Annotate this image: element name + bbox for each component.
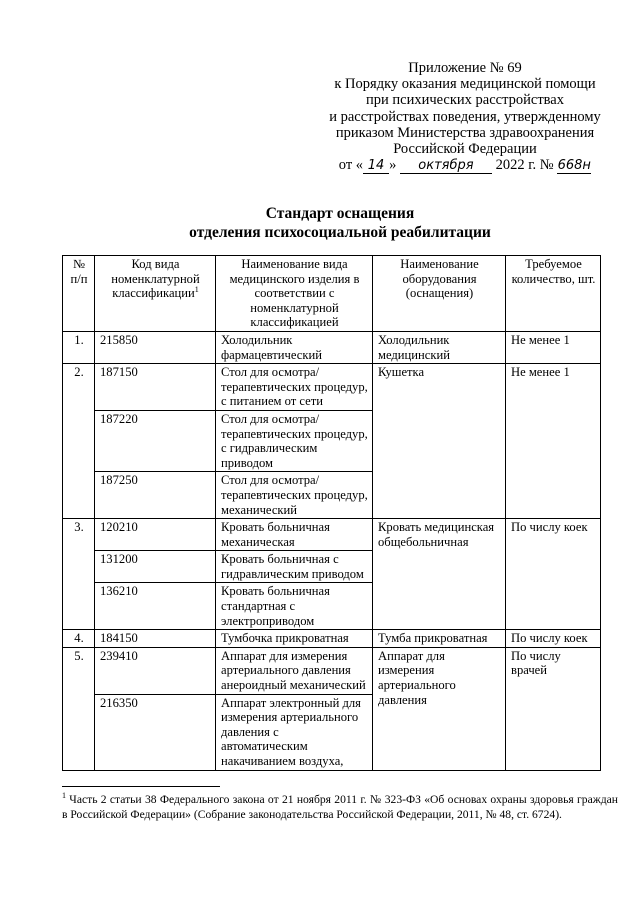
appendix-header — [310, 60, 620, 174]
handwritten-month: октября — [400, 159, 492, 174]
footnote-number: 1 — [62, 791, 66, 801]
cell-device: Стол для осмотра/терапевтических процедур, с гидравлическим приводом — [216, 410, 373, 471]
cell-device: Кровать больничная с гидравлическим приводом — [216, 551, 373, 583]
cell-device: Холодильник фармацевтический — [216, 331, 373, 363]
order-date-line — [310, 157, 620, 174]
appendix-reference-line: и расстройствах поведения, утвержденному — [329, 108, 601, 125]
cell-equipment: Кровать медицинская общебольничная — [373, 519, 506, 630]
date-prefix: от « — [338, 157, 364, 174]
header-device: Наименование вида медицинского изделия в соответствии с номенклатурной классификацией — [216, 256, 373, 332]
footnote-text: Часть 2 статьи 38 Федерального закона от 21 ноября 2011 г. № 323-ФЗ «Об основах охраны здоровья граждан в Российской Федерации» (Собрание законодательства Российской Федерации, 2011, № 48, ст. 6724). — [62, 793, 618, 821]
header-code: Код вида номенклатурной классификации$^1$ — [95, 256, 216, 332]
cell-code: 187250 — [95, 472, 216, 519]
footnote — [62, 792, 618, 822]
title-line: Стандарт оснащения — [265, 205, 415, 222]
appendix-reference-line: при психических расстройствах — [365, 92, 564, 109]
cell-equipment: Аппарат для измерения артериального давления — [373, 647, 506, 770]
cell-device: Аппарат для измерения артериального давления анероидный механический — [216, 647, 373, 694]
cell-device: Аппарат электронный для измерения артериального давления с автоматическим накачиванием воздуха, — [216, 694, 373, 770]
cell-code: 239410 — [95, 647, 216, 694]
equipment-standard-table — [62, 255, 601, 771]
cell-quantity: По числу коек — [506, 630, 601, 648]
appendix-reference-line: приказом Министерства здравоохранения — [335, 124, 595, 141]
cell-equipment: Тумба прикроватная — [373, 630, 506, 648]
cell-device: Кровать больничная стандартная с электроприводом — [216, 583, 373, 630]
handwritten-order-number: 668н — [557, 158, 591, 174]
cell-code: 184150 — [95, 630, 216, 648]
table-row — [63, 630, 601, 648]
cell-quantity: Не менее 1 — [506, 331, 601, 363]
cell-code: 136210 — [95, 583, 216, 630]
table-row — [63, 331, 601, 363]
header-equipment: Наименование оборудования (оснащения) — [373, 256, 506, 332]
cell-device: Стол для осмотра/терапевтических процедур, механический — [216, 472, 373, 519]
cell-code: 216350 — [95, 694, 216, 770]
cell-quantity: По числу врачей — [506, 647, 601, 770]
cell-num: 2. — [63, 364, 95, 519]
cell-num: 5. — [63, 647, 95, 770]
table-row — [63, 364, 601, 411]
appendix-number: Приложение № 69 — [408, 60, 522, 76]
cell-num: 3. — [63, 519, 95, 630]
appendix-reference-line: Российской Федерации — [393, 141, 537, 158]
table-header-row — [63, 256, 601, 332]
cell-device: Кровать больничная механическая — [216, 519, 373, 551]
footnote-divider — [62, 786, 220, 787]
cell-equipment: Холодильник медицинский — [373, 331, 506, 363]
table-row — [63, 519, 601, 551]
header-num: № п/п — [63, 256, 95, 332]
handwritten-day: 14 — [363, 159, 389, 174]
appendix-reference-line: к Порядку оказания медицинской помощи — [334, 76, 596, 93]
document-title — [60, 204, 620, 242]
cell-num: 4. — [63, 630, 95, 648]
date-mid: » — [389, 157, 397, 174]
cell-device: Тумбочка прикроватная — [216, 630, 373, 648]
cell-code: 120210 — [95, 519, 216, 551]
cell-quantity: По числу коек — [506, 519, 601, 630]
date-year: 2022 г. № — [495, 157, 554, 174]
cell-code: 131200 — [95, 551, 216, 583]
cell-device: Стол для осмотра/терапевтических процедур, с питанием от сети — [216, 364, 373, 411]
footnote-marker: 1 — [194, 285, 199, 294]
cell-quantity: Не менее 1 — [506, 364, 601, 519]
cell-code: 187150 — [95, 364, 216, 411]
table-row — [63, 647, 601, 694]
cell-num: 1. — [63, 331, 95, 363]
title-line: отделения психосоциальной реабилитации — [189, 224, 491, 241]
cell-code: 187220 — [95, 410, 216, 471]
cell-equipment: Кушетка — [373, 364, 506, 519]
cell-code: 215850 — [95, 331, 216, 363]
header-quantity: Требуемое количество, шт. — [506, 256, 601, 332]
